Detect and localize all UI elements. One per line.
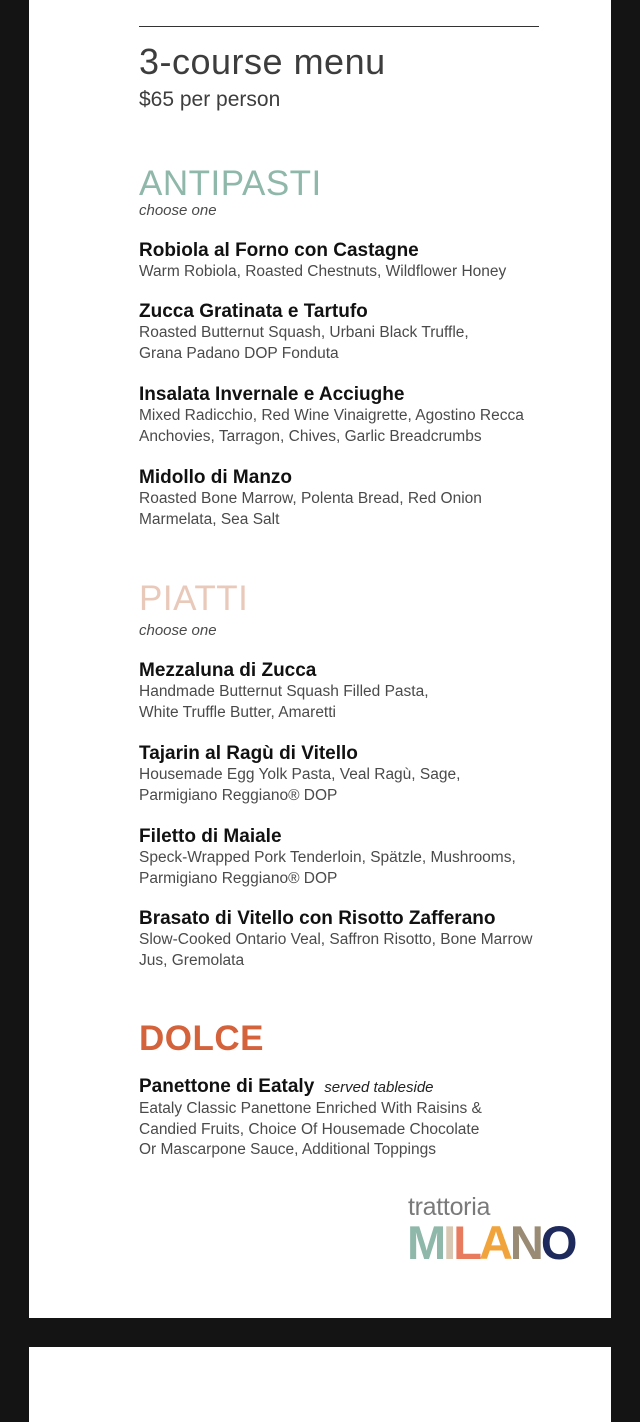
menu-item-description: Speck-Wrapped Pork Tenderloin, Spätzle, Mushrooms, Parmigiano Reggiano® DOP xyxy=(139,849,516,887)
logo-milano-wordmark: MILANO xyxy=(407,1216,575,1269)
menu-item-name: Panettone di Eataly served tableside xyxy=(139,1076,434,1097)
item-note: served tableside xyxy=(324,1079,434,1096)
menu-title: 3-course menu xyxy=(139,41,386,82)
logo-trattoria-text: trattoria xyxy=(408,1193,491,1221)
menu-item-description: Warm Robiola, Roasted Chestnuts, Wildflower Honey xyxy=(139,263,507,280)
menu-item-description: Housemade Egg Yolk Pasta, Veal Ragù, Sage, Parmigiano Reggiano® DOP xyxy=(139,766,461,804)
menu-page xyxy=(29,0,611,1318)
section-heading-dolce: DOLCE xyxy=(139,1019,264,1058)
menu-item-description: Mixed Radicchio, Red Wine Vinaigrette, Agostino Recca Anchovies, Tarragon, Chives, Garlic Breadcrumbs xyxy=(139,407,524,445)
menu-item-name: Brasato di Vitello con Risotto Zafferano xyxy=(139,908,496,929)
menu-item-name: Midollo di Manzo xyxy=(139,467,293,488)
next-page xyxy=(29,1347,611,1422)
menu-item-name: Tajarin al Ragù di Vitello xyxy=(139,743,358,764)
menu-item-name: Zucca Gratinata e Tartufo xyxy=(139,301,368,322)
menu-item-description: Roasted Butternut Squash, Urbani Black Truffle, Grana Padano DOP Fonduta xyxy=(139,324,469,362)
menu-item-description: Roasted Bone Marrow, Polenta Bread, Red Onion Marmelata, Sea Salt xyxy=(139,490,482,528)
menu-item-description: Handmade Butternut Squash Filled Pasta, White Truffle Butter, Amaretti xyxy=(139,683,429,721)
section-heading-antipasti: ANTIPASTI xyxy=(139,164,322,203)
menu-item-name: Insalata Invernale e Acciughe xyxy=(139,384,405,405)
menu-item-description: Slow-Cooked Ontario Veal, Saffron Risotto, Bone Marrow Jus, Gremolata xyxy=(139,931,533,969)
menu-price: $65 per person xyxy=(139,88,281,111)
section-heading-piatti: PIATTI xyxy=(139,579,249,618)
trattoria-milano-logo xyxy=(407,1195,607,1270)
menu-item-description: Eataly Classic Panettone Enriched With Raisins & Candied Fruits, Choice Of Housemade Chocolate Or Mascarpone Sauce, Additional Toppings xyxy=(139,1100,482,1158)
top-divider xyxy=(139,26,539,27)
menu-item-name: Mezzaluna di Zucca xyxy=(139,660,317,681)
menu-item-name: Robiola al Forno con Castagne xyxy=(139,240,419,261)
menu-item-name: Filetto di Maiale xyxy=(139,826,282,847)
section-note-piatti: choose one xyxy=(139,622,217,639)
section-note-antipasti: choose one xyxy=(139,202,217,219)
